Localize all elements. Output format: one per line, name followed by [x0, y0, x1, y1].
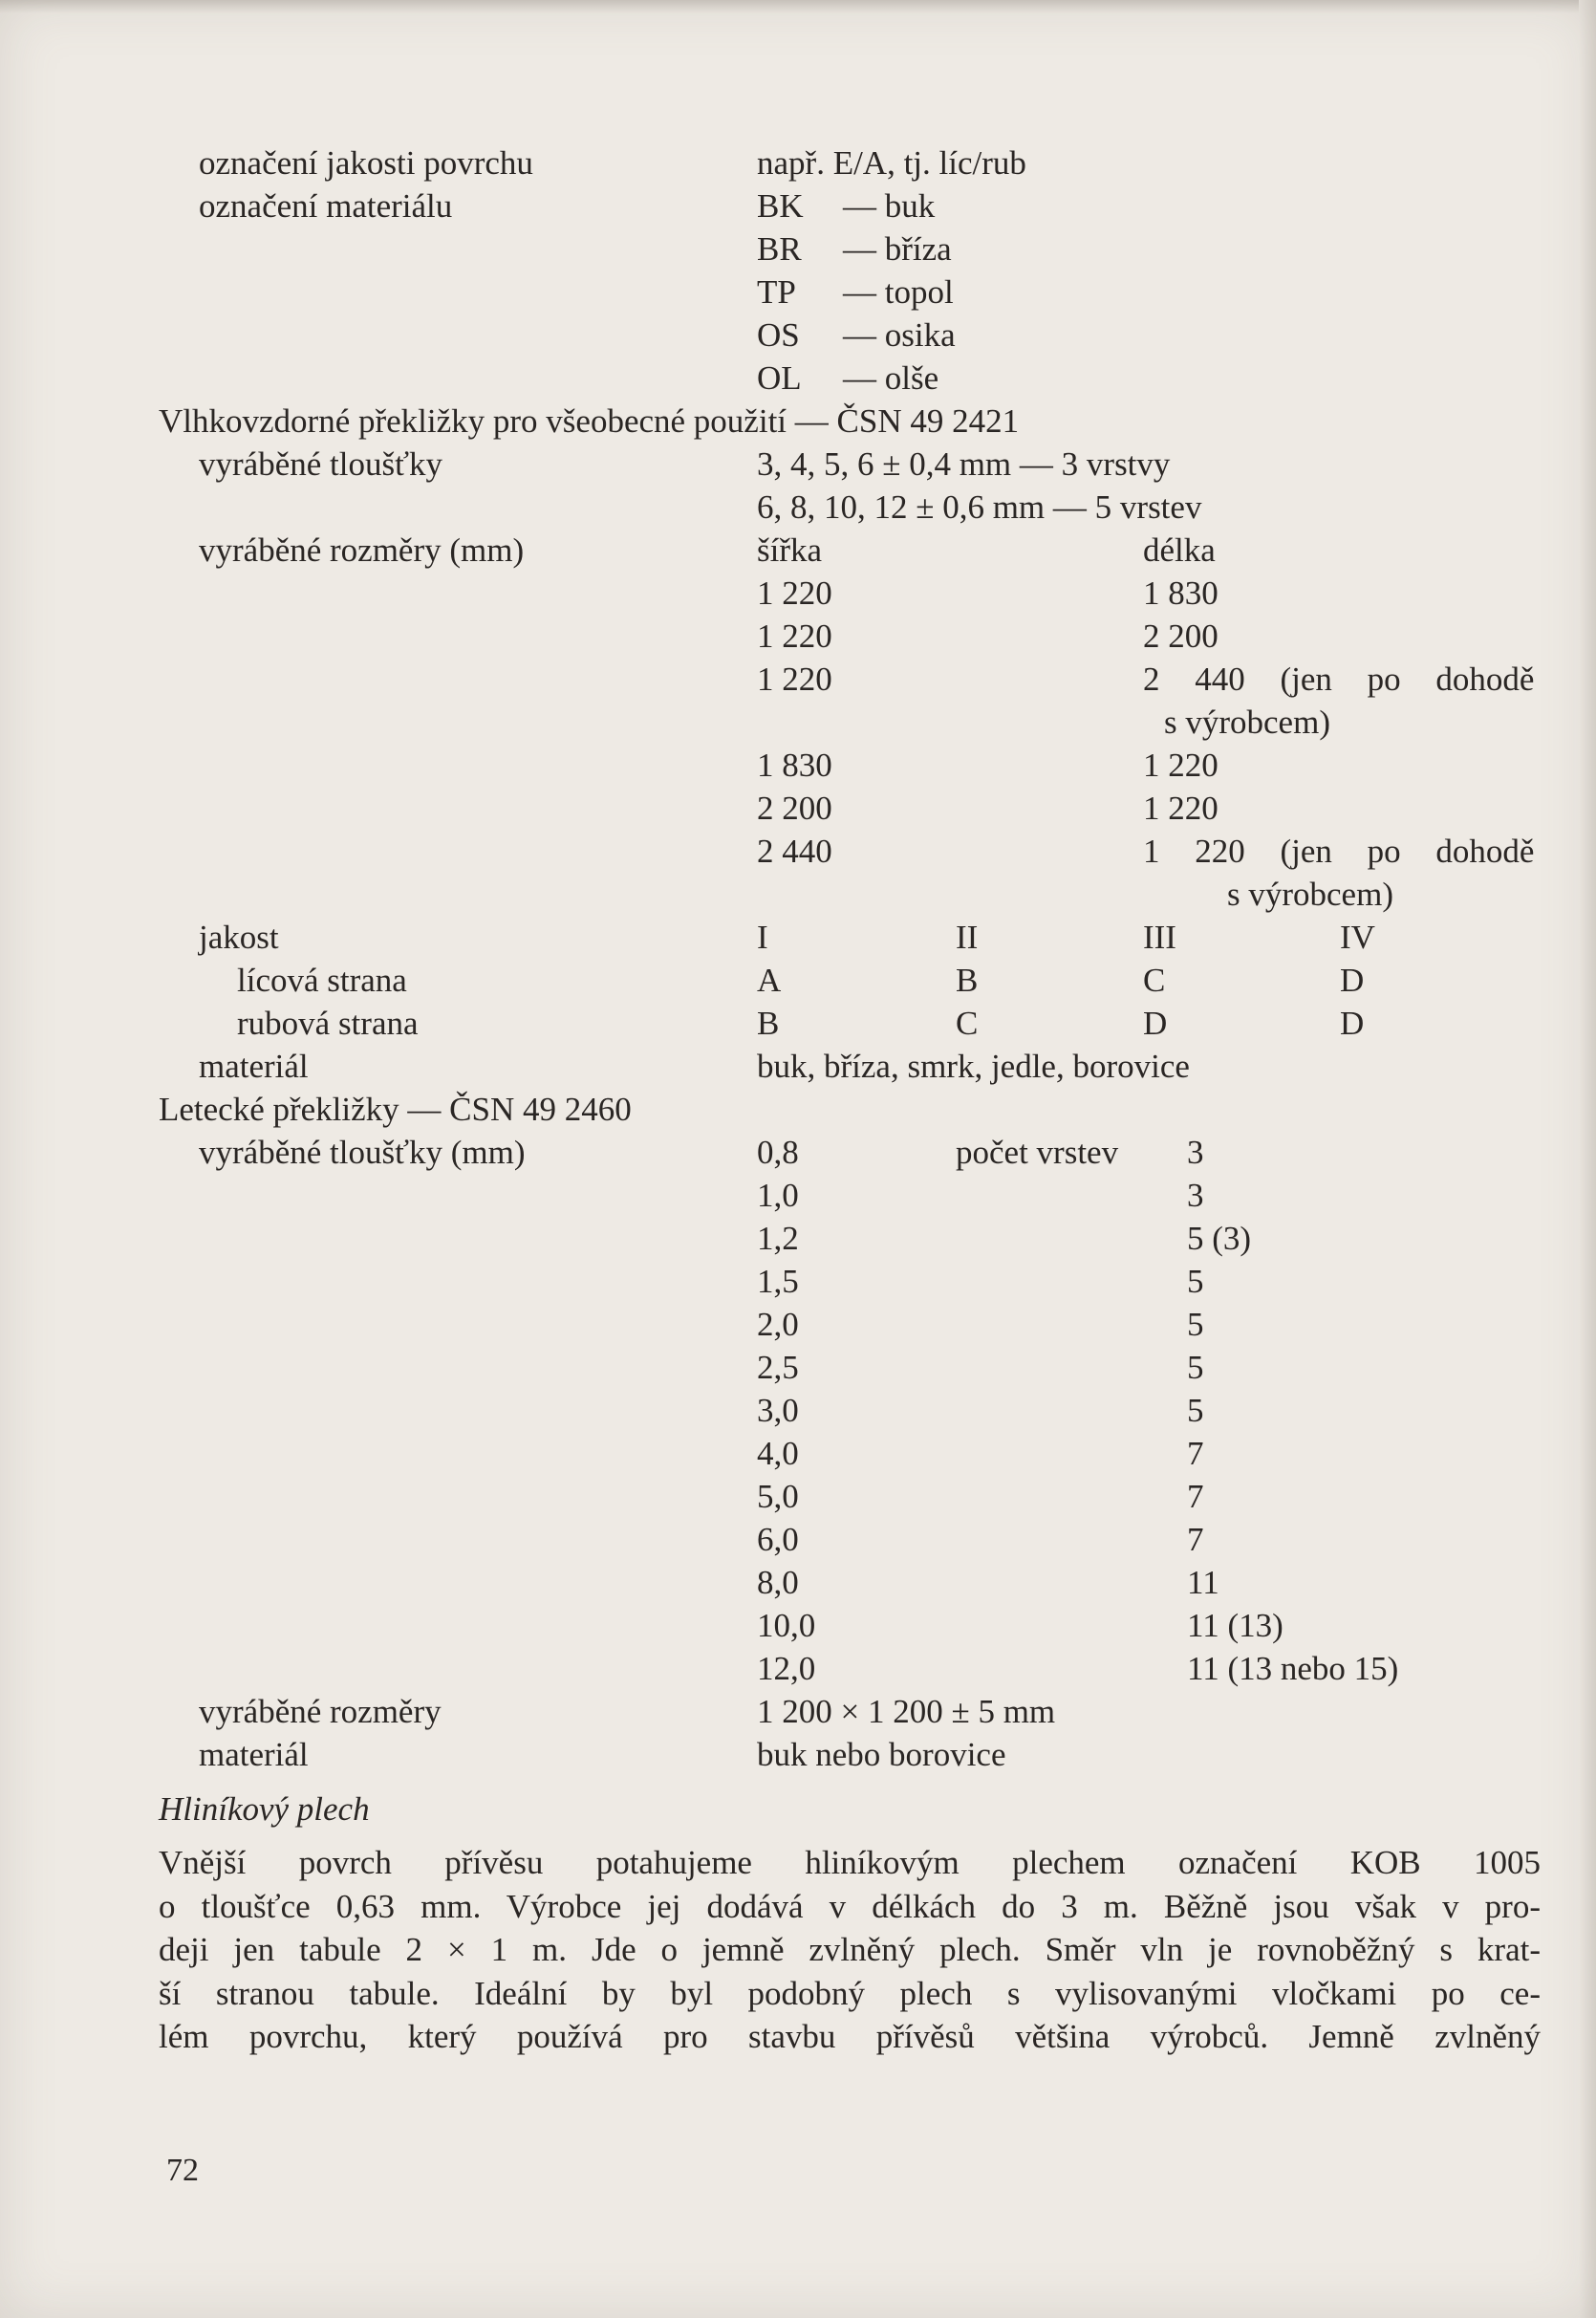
paragraph-line: lém povrchu, který používá pro stavbu přívěsů většina výrobců. Jemně zvlněný	[159, 2018, 1541, 2055]
aviation-thickness: 5,0	[757, 1478, 799, 1515]
aviation-dimensions-label: vyráběné rozměry	[199, 1693, 442, 1730]
thickness-label: vyráběné tloušťky	[199, 445, 443, 483]
aviation-layers: 5	[1187, 1306, 1204, 1343]
aviation-thickness: 10,0	[757, 1607, 816, 1644]
aluminium-paragraph	[159, 1841, 1541, 2059]
dimension-width: 2 200	[757, 790, 832, 827]
aviation-material-value: buk nebo borovice	[757, 1736, 1006, 1773]
face-side-label: lícová strana	[237, 962, 407, 999]
aviation-layers: 5	[1187, 1392, 1204, 1429]
dimension-width: 1 220	[757, 574, 832, 612]
thickness-label: vyráběné tloušťky (mm)	[199, 1134, 526, 1171]
aviation-thickness: 12,0	[757, 1650, 816, 1687]
material-code: TP	[757, 273, 796, 311]
quality-grade: IV	[1340, 919, 1375, 956]
section-heading-aluminium-sheet: Hliníkový plech	[159, 1790, 370, 1828]
page-top-shadow	[0, 0, 1596, 13]
dimension-length: 1 830	[1143, 574, 1219, 612]
quality-grade: I	[757, 919, 768, 956]
material-name: — buk	[843, 187, 936, 225]
dimension-width: 1 830	[757, 747, 832, 784]
page-right-shadow	[1579, 0, 1596, 2318]
aviation-layers: 11 (13)	[1187, 1607, 1283, 1644]
dimension-width: 2 440	[757, 833, 832, 870]
quality-grade: II	[956, 919, 979, 956]
material-value: buk, bříza, smrk, jedle, borovice	[757, 1048, 1190, 1085]
material-name: — bříza	[843, 230, 952, 268]
page-number: 72	[166, 2153, 199, 2188]
aviation-thickness: 2,5	[757, 1349, 799, 1386]
dimension-length: 2 440 (jen po dohodě	[1143, 661, 1535, 698]
material-designation-label: označení materiálu	[199, 187, 453, 225]
material-code: OS	[757, 316, 800, 354]
quality-grade: III	[1143, 919, 1176, 956]
dimension-length: 1 220	[1143, 790, 1219, 827]
section-heading-moisture-resistant: Vlhkovzdorné překližky pro všeobecné použití — ČSN 49 2421	[159, 402, 1020, 440]
material-code: BR	[757, 230, 802, 268]
aviation-thickness: 6,0	[757, 1521, 799, 1558]
aviation-thickness: 2,0	[757, 1306, 799, 1343]
aviation-layers: 5	[1187, 1263, 1204, 1300]
aviation-thickness: 1,2	[757, 1220, 799, 1257]
column-header-length: délka	[1143, 531, 1216, 569]
back-side-value: D	[1340, 1005, 1365, 1042]
back-side-value: D	[1143, 1005, 1168, 1042]
paragraph-line: deji jen tabule 2 × 1 m. Jde o jemně zvlněný plech. Směr vln je rovnoběžný s krat-	[159, 1931, 1541, 1968]
dimension-length: 2 200	[1143, 617, 1219, 655]
dimension-note: s výrobcem)	[1227, 876, 1393, 913]
aviation-thickness: 3,0	[757, 1392, 799, 1429]
face-side-value: A	[757, 962, 782, 999]
paragraph-line: Vnější povrch přívěsu potahujeme hliníkovým plechem označení KOB 1005	[159, 1844, 1541, 1881]
back-side-value: B	[757, 1005, 780, 1042]
dimension-length: 1 220 (jen po dohodě	[1143, 833, 1535, 870]
material-name: — topol	[843, 273, 954, 311]
material-name: — osika	[843, 316, 956, 354]
face-side-value: B	[956, 962, 979, 999]
dimension-width: 1 220	[757, 617, 832, 655]
thickness-value: 3, 4, 5, 6 ± 0,4 mm — 3 vrstvy	[757, 445, 1171, 483]
quality-designation-value: např. E/A, tj. líc/rub	[757, 144, 1026, 182]
back-side-label: rubová strana	[237, 1005, 419, 1042]
material-label: materiál	[199, 1048, 309, 1085]
aviation-layers: 7	[1187, 1435, 1204, 1472]
material-name: — olše	[843, 359, 939, 397]
section-heading-aviation-plywood: Letecké překližky — ČSN 49 2460	[159, 1091, 632, 1128]
aviation-thickness: 4,0	[757, 1435, 799, 1472]
column-header-width: šířka	[757, 531, 823, 569]
material-code: OL	[757, 359, 802, 397]
aviation-layers: 5 (3)	[1187, 1220, 1252, 1257]
aviation-dimensions-value: 1 200 × 1 200 ± 5 mm	[757, 1693, 1056, 1730]
face-side-value: C	[1143, 962, 1166, 999]
face-side-value: D	[1340, 962, 1365, 999]
quality-grade-label: jakost	[199, 919, 279, 956]
aviation-layers: 11	[1187, 1564, 1219, 1601]
aviation-thickness: 1,5	[757, 1263, 799, 1300]
aviation-thickness: 0,8	[757, 1134, 799, 1171]
layers-label: počet vrstev	[956, 1134, 1119, 1171]
thickness-value: 6, 8, 10, 12 ± 0,6 mm — 5 vrstev	[757, 488, 1202, 526]
aviation-layers: 3	[1187, 1177, 1204, 1214]
aviation-thickness: 8,0	[757, 1564, 799, 1601]
quality-designation-label: označení jakosti povrchu	[199, 144, 533, 182]
aviation-layers: 3	[1187, 1134, 1204, 1171]
back-side-value: C	[956, 1005, 979, 1042]
material-code: BK	[757, 187, 804, 225]
aviation-thickness: 1,0	[757, 1177, 799, 1214]
dimension-length: 1 220	[1143, 747, 1219, 784]
aviation-layers: 7	[1187, 1521, 1204, 1558]
dimension-note: s výrobcem)	[1164, 704, 1330, 741]
dimension-width: 1 220	[757, 661, 832, 698]
aviation-layers: 7	[1187, 1478, 1204, 1515]
dimensions-label: vyráběné rozměry (mm)	[199, 531, 525, 569]
aviation-layers: 5	[1187, 1349, 1204, 1386]
paragraph-line: ší stranou tabule. Ideální by byl podobný plech s vylisovanými vločkami po ce-	[159, 1974, 1541, 2012]
paragraph-line: o tloušťce 0,63 mm. Výrobce jej dodává v délkách do 3 m. Běžně jsou však v pro-	[159, 1887, 1541, 1925]
aviation-layers: 11 (13 nebo 15)	[1187, 1650, 1399, 1687]
aviation-material-label: materiál	[199, 1736, 309, 1773]
